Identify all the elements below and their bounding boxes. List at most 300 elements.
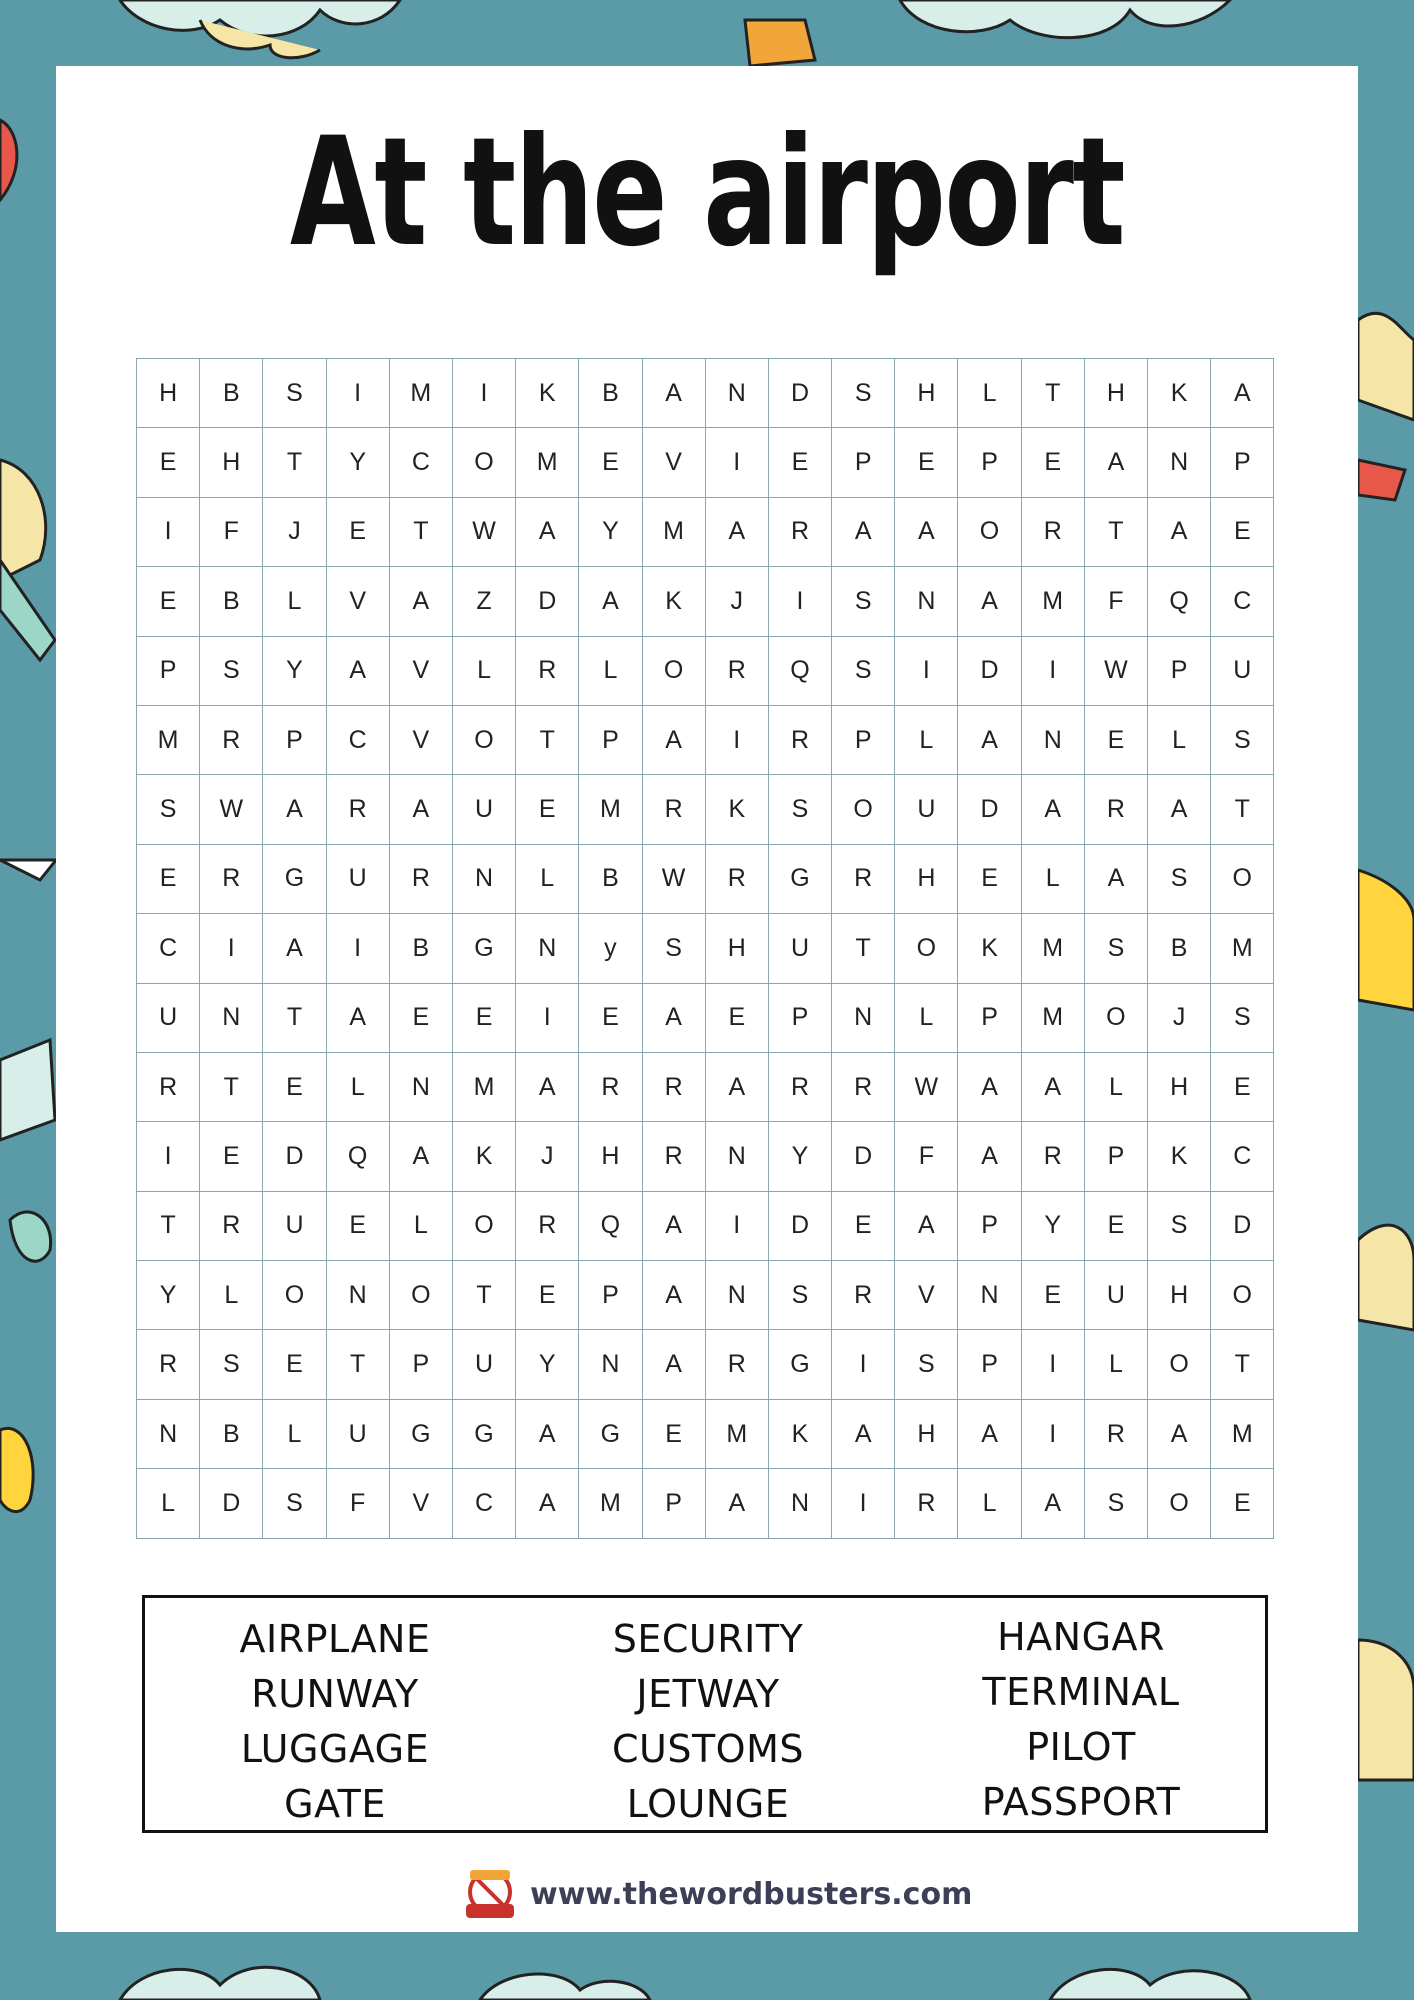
grid-cell[interactable]: T [516,706,579,775]
grid-cell[interactable]: T [200,1053,263,1122]
grid-cell[interactable]: R [579,1053,642,1122]
grid-cell[interactable]: P [958,428,1021,497]
grid-cell[interactable]: E [263,1330,326,1399]
grid-cell[interactable]: S [1148,845,1211,914]
grid-cell[interactable]: N [895,567,958,636]
grid-cell[interactable]: E [579,428,642,497]
grid-cell[interactable]: P [832,706,895,775]
grid-cell[interactable]: W [453,498,516,567]
grid-cell[interactable]: A [390,567,453,636]
grid-cell[interactable]: E [1085,1192,1148,1261]
grid-cell[interactable]: I [706,706,769,775]
grid-cell[interactable]: B [579,359,642,428]
grid-cell[interactable]: N [516,914,579,983]
grid-cell[interactable]: I [1022,1400,1085,1469]
grid-cell[interactable]: L [1085,1053,1148,1122]
grid-cell[interactable]: M [579,775,642,844]
grid-cell[interactable]: T [1211,775,1274,844]
grid-cell[interactable]: O [263,1261,326,1330]
grid-cell[interactable]: Y [579,498,642,567]
grid-cell[interactable]: I [327,359,390,428]
grid-cell[interactable]: L [1022,845,1085,914]
grid-cell[interactable]: E [958,845,1021,914]
grid-cell[interactable]: I [1022,637,1085,706]
grid-cell[interactable]: U [137,984,200,1053]
grid-cell[interactable]: B [390,914,453,983]
grid-cell[interactable]: N [390,1053,453,1122]
grid-cell[interactable]: I [706,428,769,497]
grid-cell[interactable]: L [327,1053,390,1122]
grid-cell[interactable]: R [706,637,769,706]
grid-cell[interactable]: S [200,1330,263,1399]
grid-cell[interactable]: I [706,1192,769,1261]
grid-cell[interactable]: T [832,914,895,983]
grid-cell[interactable]: O [390,1261,453,1330]
grid-cell[interactable]: E [453,984,516,1053]
grid-cell[interactable]: O [1211,1261,1274,1330]
grid-cell[interactable]: O [832,775,895,844]
grid-cell[interactable]: E [769,428,832,497]
grid-cell[interactable]: E [137,428,200,497]
grid-cell[interactable]: L [453,637,516,706]
grid-cell[interactable]: K [958,914,1021,983]
grid-cell[interactable]: R [327,775,390,844]
grid-cell[interactable]: E [1022,1261,1085,1330]
grid-cell[interactable]: E [1211,1053,1274,1122]
grid-cell[interactable]: I [1022,1330,1085,1399]
grid-cell[interactable]: A [958,1122,1021,1191]
grid-cell[interactable]: A [1148,1400,1211,1469]
grid-cell[interactable]: V [390,1469,453,1538]
grid-cell[interactable]: L [895,706,958,775]
grid-cell[interactable]: N [327,1261,390,1330]
grid-cell[interactable]: K [453,1122,516,1191]
grid-cell[interactable]: E [1022,428,1085,497]
grid-cell[interactable]: B [200,567,263,636]
grid-cell[interactable]: A [643,984,706,1053]
grid-cell[interactable]: L [200,1261,263,1330]
grid-cell[interactable]: I [327,914,390,983]
grid-cell[interactable]: K [516,359,579,428]
grid-cell[interactable]: H [1148,1261,1211,1330]
grid-cell[interactable]: Y [769,1122,832,1191]
grid-cell[interactable]: G [453,1400,516,1469]
grid-cell[interactable]: R [643,775,706,844]
grid-cell[interactable]: W [200,775,263,844]
grid-cell[interactable]: R [516,637,579,706]
grid-cell[interactable]: E [579,984,642,1053]
grid-cell[interactable]: N [769,1469,832,1538]
grid-cell[interactable]: O [1148,1469,1211,1538]
grid-cell[interactable]: E [643,1400,706,1469]
grid-cell[interactable]: C [1211,567,1274,636]
grid-cell[interactable]: T [263,428,326,497]
grid-cell[interactable]: Q [769,637,832,706]
grid-cell[interactable]: A [1022,775,1085,844]
grid-cell[interactable]: R [895,1469,958,1538]
grid-cell[interactable]: D [516,567,579,636]
grid-cell[interactable]: I [516,984,579,1053]
grid-cell[interactable]: V [390,637,453,706]
grid-cell[interactable]: N [958,1261,1021,1330]
grid-cell[interactable]: U [327,845,390,914]
grid-cell[interactable]: D [958,775,1021,844]
grid-cell[interactable]: P [137,637,200,706]
grid-cell[interactable]: N [706,1261,769,1330]
grid-cell[interactable]: R [390,845,453,914]
grid-cell[interactable]: y [579,914,642,983]
grid-cell[interactable]: U [1085,1261,1148,1330]
footer-url[interactable]: www.thewordbusters.com [530,1876,973,1912]
grid-cell[interactable]: E [516,1261,579,1330]
grid-cell[interactable]: M [643,498,706,567]
grid-cell[interactable]: J [263,498,326,567]
grid-cell[interactable]: Y [1022,1192,1085,1261]
grid-cell[interactable]: G [769,1330,832,1399]
grid-cell[interactable]: A [390,775,453,844]
grid-cell[interactable]: R [769,1053,832,1122]
grid-cell[interactable]: R [832,1053,895,1122]
grid-cell[interactable]: A [1211,359,1274,428]
grid-cell[interactable]: G [263,845,326,914]
grid-cell[interactable]: H [895,1400,958,1469]
grid-cell[interactable]: T [137,1192,200,1261]
grid-cell[interactable]: D [769,359,832,428]
grid-cell[interactable]: P [769,984,832,1053]
grid-cell[interactable]: T [390,498,453,567]
grid-cell[interactable]: C [1211,1122,1274,1191]
grid-cell[interactable]: I [832,1469,895,1538]
grid-cell[interactable]: A [643,1330,706,1399]
grid-cell[interactable]: D [263,1122,326,1191]
grid-cell[interactable]: P [832,428,895,497]
grid-cell[interactable]: S [832,567,895,636]
grid-cell[interactable]: T [1022,359,1085,428]
grid-cell[interactable]: A [1022,1469,1085,1538]
grid-cell[interactable]: Q [1148,567,1211,636]
grid-cell[interactable]: R [832,845,895,914]
grid-cell[interactable]: C [327,706,390,775]
grid-cell[interactable]: O [643,637,706,706]
grid-cell[interactable]: W [895,1053,958,1122]
grid-cell[interactable]: F [327,1469,390,1538]
grid-cell[interactable]: E [137,845,200,914]
grid-cell[interactable]: I [453,359,516,428]
grid-cell[interactable]: U [263,1192,326,1261]
grid-cell[interactable]: E [516,775,579,844]
grid-cell[interactable]: T [263,984,326,1053]
grid-cell[interactable]: L [263,1400,326,1469]
grid-cell[interactable]: R [1022,1122,1085,1191]
grid-cell[interactable]: K [1148,359,1211,428]
grid-cell[interactable]: A [263,775,326,844]
grid-cell[interactable]: N [579,1330,642,1399]
grid-cell[interactable]: A [1085,428,1148,497]
grid-cell[interactable]: P [1148,637,1211,706]
grid-cell[interactable]: O [1085,984,1148,1053]
grid-cell[interactable]: C [390,428,453,497]
grid-cell[interactable]: U [769,914,832,983]
grid-cell[interactable]: V [895,1261,958,1330]
grid-cell[interactable]: S [1211,984,1274,1053]
grid-cell[interactable]: H [895,359,958,428]
grid-cell[interactable]: C [137,914,200,983]
grid-cell[interactable]: U [453,1330,516,1399]
grid-cell[interactable]: E [1211,1469,1274,1538]
grid-cell[interactable]: V [327,567,390,636]
grid-cell[interactable]: S [832,359,895,428]
grid-cell[interactable]: R [832,1261,895,1330]
grid-cell[interactable]: I [895,637,958,706]
grid-cell[interactable]: P [579,1261,642,1330]
grid-cell[interactable]: I [769,567,832,636]
grid-cell[interactable]: D [1211,1192,1274,1261]
grid-cell[interactable]: N [832,984,895,1053]
grid-cell[interactable]: N [453,845,516,914]
grid-cell[interactable]: S [263,359,326,428]
grid-cell[interactable]: H [137,359,200,428]
grid-cell[interactable]: J [516,1122,579,1191]
grid-cell[interactable]: M [516,428,579,497]
grid-cell[interactable]: A [1022,1053,1085,1122]
grid-cell[interactable]: Q [579,1192,642,1261]
grid-cell[interactable]: M [453,1053,516,1122]
grid-cell[interactable]: S [769,775,832,844]
grid-cell[interactable]: H [706,914,769,983]
grid-cell[interactable]: N [200,984,263,1053]
grid-cell[interactable]: D [200,1469,263,1538]
grid-cell[interactable]: A [895,1192,958,1261]
grid-cell[interactable]: R [1022,498,1085,567]
grid-cell[interactable]: I [200,914,263,983]
grid-cell[interactable]: U [895,775,958,844]
grid-cell[interactable]: A [516,1400,579,1469]
grid-cell[interactable]: A [643,1192,706,1261]
grid-cell[interactable]: Y [516,1330,579,1399]
grid-cell[interactable]: A [832,1400,895,1469]
grid-cell[interactable]: O [1148,1330,1211,1399]
grid-cell[interactable]: A [327,984,390,1053]
grid-cell[interactable]: E [1211,498,1274,567]
grid-cell[interactable]: V [643,428,706,497]
grid-cell[interactable]: O [958,498,1021,567]
grid-cell[interactable]: E [327,498,390,567]
grid-cell[interactable]: L [1085,1330,1148,1399]
grid-cell[interactable]: P [958,1330,1021,1399]
grid-cell[interactable]: O [453,1192,516,1261]
grid-cell[interactable]: A [643,1261,706,1330]
grid-cell[interactable]: A [958,1053,1021,1122]
grid-cell[interactable]: N [1148,428,1211,497]
grid-cell[interactable]: R [1085,1400,1148,1469]
grid-cell[interactable]: D [958,637,1021,706]
grid-cell[interactable]: A [958,706,1021,775]
grid-cell[interactable]: R [706,845,769,914]
grid-cell[interactable]: P [263,706,326,775]
grid-cell[interactable]: R [200,706,263,775]
grid-cell[interactable]: L [137,1469,200,1538]
grid-cell[interactable]: P [579,706,642,775]
grid-cell[interactable]: R [516,1192,579,1261]
grid-cell[interactable]: T [1085,498,1148,567]
grid-cell[interactable]: L [263,567,326,636]
grid-cell[interactable]: P [958,984,1021,1053]
grid-cell[interactable]: B [200,359,263,428]
grid-cell[interactable]: B [1148,914,1211,983]
grid-cell[interactable]: B [200,1400,263,1469]
grid-cell[interactable]: A [643,359,706,428]
grid-cell[interactable]: N [706,359,769,428]
grid-cell[interactable]: P [390,1330,453,1399]
grid-cell[interactable]: K [769,1400,832,1469]
grid-cell[interactable]: A [1148,498,1211,567]
grid-cell[interactable]: V [390,706,453,775]
grid-cell[interactable]: I [137,498,200,567]
grid-cell[interactable]: S [832,637,895,706]
grid-cell[interactable]: I [832,1330,895,1399]
grid-cell[interactable]: L [958,359,1021,428]
grid-cell[interactable]: S [643,914,706,983]
grid-cell[interactable]: S [263,1469,326,1538]
grid-cell[interactable]: N [706,1122,769,1191]
grid-cell[interactable]: U [1211,637,1274,706]
grid-cell[interactable]: M [1211,914,1274,983]
grid-cell[interactable]: P [958,1192,1021,1261]
grid-cell[interactable]: T [453,1261,516,1330]
grid-cell[interactable]: A [958,567,1021,636]
grid-cell[interactable]: R [643,1122,706,1191]
grid-cell[interactable]: M [706,1400,769,1469]
grid-cell[interactable]: E [263,1053,326,1122]
grid-cell[interactable]: T [327,1330,390,1399]
grid-cell[interactable]: A [958,1400,1021,1469]
grid-cell[interactable]: G [769,845,832,914]
grid-cell[interactable]: I [137,1122,200,1191]
grid-cell[interactable]: H [895,845,958,914]
grid-cell[interactable]: A [516,498,579,567]
grid-cell[interactable]: L [895,984,958,1053]
grid-cell[interactable]: A [706,1053,769,1122]
grid-cell[interactable]: H [200,428,263,497]
grid-cell[interactable]: G [390,1400,453,1469]
grid-cell[interactable]: B [579,845,642,914]
grid-cell[interactable]: E [200,1122,263,1191]
grid-cell[interactable]: A [516,1053,579,1122]
grid-cell[interactable]: P [1085,1122,1148,1191]
grid-cell[interactable]: P [1211,428,1274,497]
grid-cell[interactable]: T [1211,1330,1274,1399]
grid-cell[interactable]: H [1085,359,1148,428]
grid-cell[interactable]: H [1148,1053,1211,1122]
grid-cell[interactable]: J [706,567,769,636]
grid-cell[interactable]: S [1085,914,1148,983]
grid-cell[interactable]: S [895,1330,958,1399]
grid-cell[interactable]: N [1022,706,1085,775]
grid-cell[interactable]: F [1085,567,1148,636]
grid-cell[interactable]: A [579,567,642,636]
grid-cell[interactable]: N [137,1400,200,1469]
grid-cell[interactable]: O [1211,845,1274,914]
grid-cell[interactable]: D [832,1122,895,1191]
grid-cell[interactable]: S [1085,1469,1148,1538]
grid-cell[interactable]: O [453,706,516,775]
grid-cell[interactable]: R [200,1192,263,1261]
grid-cell[interactable]: L [579,637,642,706]
grid-cell[interactable]: K [643,567,706,636]
grid-cell[interactable]: Y [327,428,390,497]
grid-cell[interactable]: R [1085,775,1148,844]
grid-cell[interactable]: U [453,775,516,844]
grid-cell[interactable]: E [327,1192,390,1261]
grid-cell[interactable]: G [579,1400,642,1469]
grid-cell[interactable]: R [706,1330,769,1399]
grid-cell[interactable]: L [958,1469,1021,1538]
grid-cell[interactable]: L [390,1192,453,1261]
grid-cell[interactable]: M [579,1469,642,1538]
grid-cell[interactable]: J [1148,984,1211,1053]
grid-cell[interactable]: A [1085,845,1148,914]
grid-cell[interactable]: A [1148,775,1211,844]
grid-cell[interactable]: L [1148,706,1211,775]
grid-cell[interactable]: R [137,1330,200,1399]
grid-cell[interactable]: A [832,498,895,567]
grid-cell[interactable]: A [327,637,390,706]
grid-cell[interactable]: Y [263,637,326,706]
grid-cell[interactable]: O [895,914,958,983]
grid-cell[interactable]: K [706,775,769,844]
grid-cell[interactable]: L [516,845,579,914]
grid-cell[interactable]: A [643,706,706,775]
grid-cell[interactable]: E [137,567,200,636]
grid-cell[interactable]: E [832,1192,895,1261]
grid-cell[interactable]: R [643,1053,706,1122]
grid-cell[interactable]: D [769,1192,832,1261]
grid-cell[interactable]: M [1022,984,1085,1053]
grid-cell[interactable]: E [706,984,769,1053]
grid-cell[interactable]: G [453,914,516,983]
grid-cell[interactable]: A [516,1469,579,1538]
grid-cell[interactable]: Z [453,567,516,636]
grid-cell[interactable]: S [1211,706,1274,775]
grid-cell[interactable]: E [895,428,958,497]
grid-cell[interactable]: A [895,498,958,567]
grid-cell[interactable]: F [895,1122,958,1191]
grid-cell[interactable]: M [1211,1400,1274,1469]
grid-cell[interactable]: K [1148,1122,1211,1191]
grid-cell[interactable]: M [390,359,453,428]
grid-cell[interactable]: M [1022,914,1085,983]
grid-cell[interactable]: M [1022,567,1085,636]
grid-cell[interactable]: R [137,1053,200,1122]
grid-cell[interactable]: R [200,845,263,914]
grid-cell[interactable]: A [706,1469,769,1538]
grid-cell[interactable]: W [1085,637,1148,706]
grid-cell[interactable]: W [643,845,706,914]
grid-cell[interactable]: S [769,1261,832,1330]
grid-cell[interactable]: H [579,1122,642,1191]
grid-cell[interactable]: S [137,775,200,844]
grid-cell[interactable]: F [200,498,263,567]
grid-cell[interactable]: A [263,914,326,983]
grid-cell[interactable]: P [643,1469,706,1538]
grid-cell[interactable]: E [390,984,453,1053]
grid-cell[interactable]: O [453,428,516,497]
grid-cell[interactable]: R [769,498,832,567]
grid-cell[interactable]: E [1085,706,1148,775]
grid-cell[interactable]: U [327,1400,390,1469]
grid-cell[interactable]: S [1148,1192,1211,1261]
grid-cell[interactable]: A [706,498,769,567]
